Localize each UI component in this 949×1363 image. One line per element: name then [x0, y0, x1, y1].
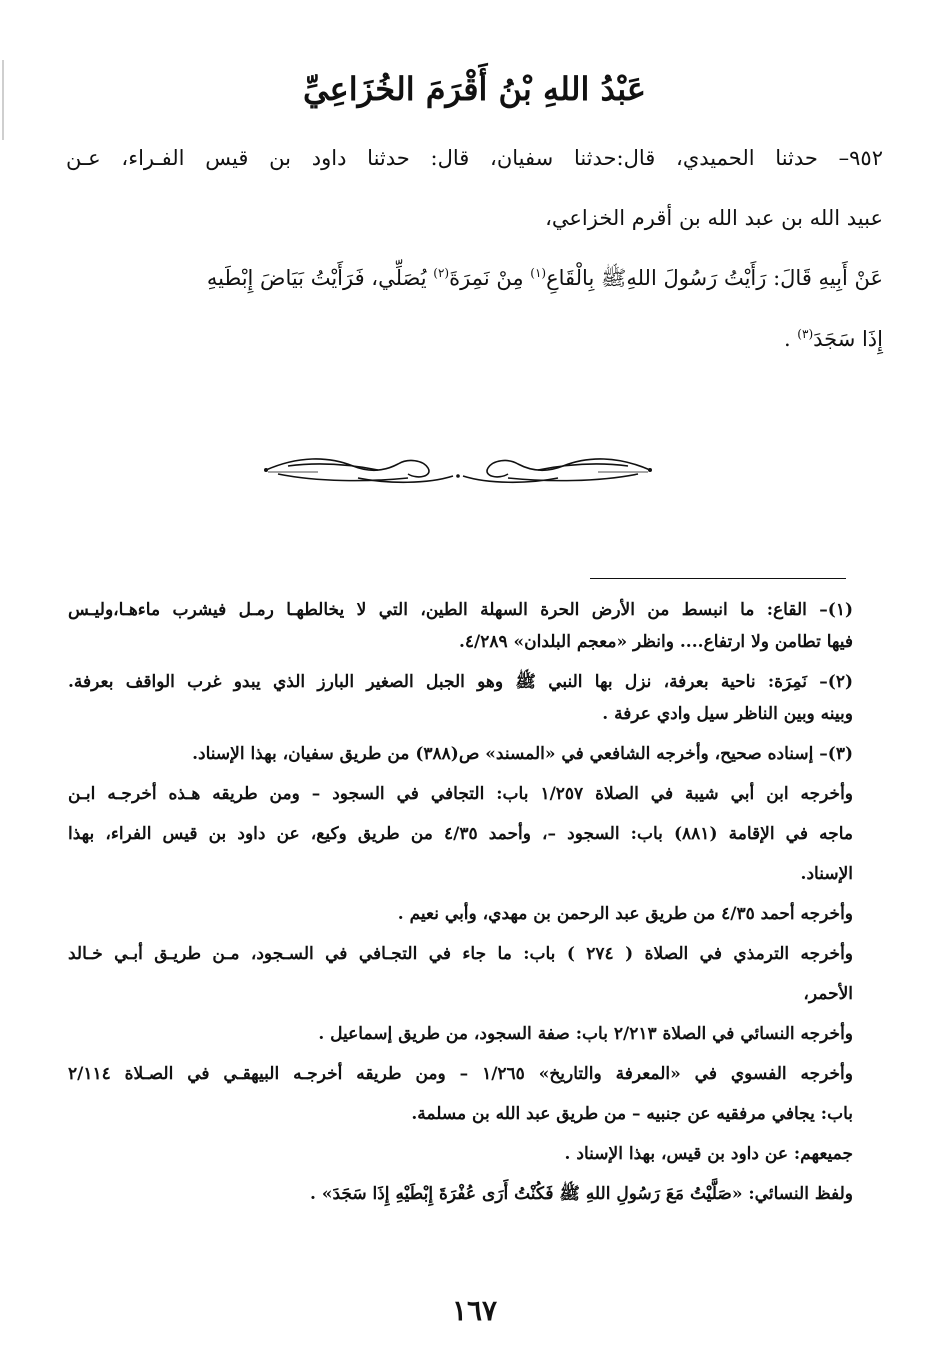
footnote-3-line-1: (٣)– إسناده صحيح، وأخرجه الشافعي في «المسند» ص(٣٨٨) من طريق سفيان، بهذا الإسناد.	[192, 744, 853, 764]
footnote-1-line-1: (١)– القاع: ما انبسط من الأرض الحرة السهلة الطين، التي لا يخالطهـا رمـل فيشرب ماءهـا،وليـس	[68, 600, 853, 620]
hadith-text	[66, 136, 883, 362]
footnote-2-line-1: (٢)– نَمِرَة: ناحية بعرفة، نزل بها النبي ﷺ وهو الجبل الصغير البارز الذي يبدو غرب الواقف بعرفة.	[68, 672, 853, 692]
footnote-ref-1[interactable]: (١)	[530, 266, 547, 280]
hadith-matn-line-2	[66, 311, 883, 362]
matn-segment: يُصَلِّي، فَرَأَيْتُ بَيَاضَ إِبْطَيهِ	[206, 266, 434, 290]
matn-segment: إِذَا سَجَدَ	[813, 327, 883, 351]
hadith-matn-line-1	[66, 250, 883, 301]
footnote-3-line-6: وأخرجه الترمذي في الصلاة ( ٢٧٤ ) باب: ما جاء في التجـافي في السـجود، مـن طريـق أبـي خـالد	[68, 944, 853, 964]
matn-segment: .	[783, 327, 798, 351]
footnote-1-line-2: فيها تطامن ولا ارتفاع.... وانظر «معجم البلدان» ٤/٢٨٩.	[458, 632, 853, 652]
footnote-separator	[590, 578, 846, 579]
footnote-3-line-5: وأخرجه أحمد ٤/٣٥ من طريق عبد الرحمن بن مهدي، وأبي نعيم .	[397, 904, 853, 924]
footnote-3-line-8: وأخرجه النسائي في الصلاة ٢/٢١٣ باب: صفة السجود، من طريق إسماعيل .	[318, 1024, 853, 1044]
matn-segment: مِنْ نَمِرَةَ	[449, 266, 531, 290]
footnote-3-line-12: ولفظ النسائي: «صَلَّيْتُ مَعَ رَسُولِ اللهِ ﷺ فَكُنْتُ أَرَى عُفْرَةَ إِبْطَيْهِ إِذَا سَجَدَ» .	[309, 1184, 853, 1204]
footnote-ref-3[interactable]: (٣)	[797, 327, 814, 341]
footnote-3-line-9: وأخرجه الفسوي في «المعرفة والتاريخ» ١/٢٦٥ – ومن طريقه أخرجـه البيهقـي في الصـلاة ٢/١١٤	[68, 1064, 853, 1084]
footnote-ref-2[interactable]: (٢)	[433, 266, 450, 280]
page-number: ١٦٧	[451, 1294, 498, 1327]
footnote-3-line-7: الأحمر،	[803, 984, 853, 1004]
footnote-3-line-4: الإسناد.	[800, 864, 853, 884]
decorative-divider-ornament	[258, 448, 658, 494]
footnotes	[68, 594, 853, 1210]
chapter-title: عَبْدُ اللهِ بْنُ أَقْرَمَ الخُزَاعِيِّ	[302, 70, 647, 108]
footnote-3-line-11: جميعهم: عن داود بن قيس، بهذا الإسناد .	[564, 1144, 853, 1164]
footnote-3-line-2: وأخرجه ابن أبي شيبة في الصلاة ١/٢٥٧ باب: التجافي في السجود – ومن طريقه هـذه أخرجـه ابـن	[68, 784, 853, 804]
footnote-3-line-10: باب: يجافي مرفقيه عن جنبيه – من طريق عبد الله بن مسلمة.	[411, 1104, 853, 1124]
footnote-2-line-2: وبينه وبين الناظر سيل وادي عرفة .	[602, 704, 853, 724]
matn-segment: عَنْ أَبِيهِ قَالَ: رَأَيْتُ رَسُولَ اللهِﷺ بِالْقَاعِ	[546, 266, 883, 290]
hadith-isnad-line-2: عبيد الله بن عبد الله بن أقرم الخزاعي،	[545, 206, 883, 230]
footnote-3-line-3: ماجه في الإقامة (٨٨١) باب: السجود –، وأحمد ٤/٣٥ من طريق وكيع، عن داود بن قيس الفراء، بهذا	[68, 824, 853, 844]
hadith-isnad-line-1: ٩٥٢– حدثنا الحميدي، قال:حدثنا سفيان، قال: حدثنا داود بن قيس الفـراء، عـن	[66, 146, 883, 170]
